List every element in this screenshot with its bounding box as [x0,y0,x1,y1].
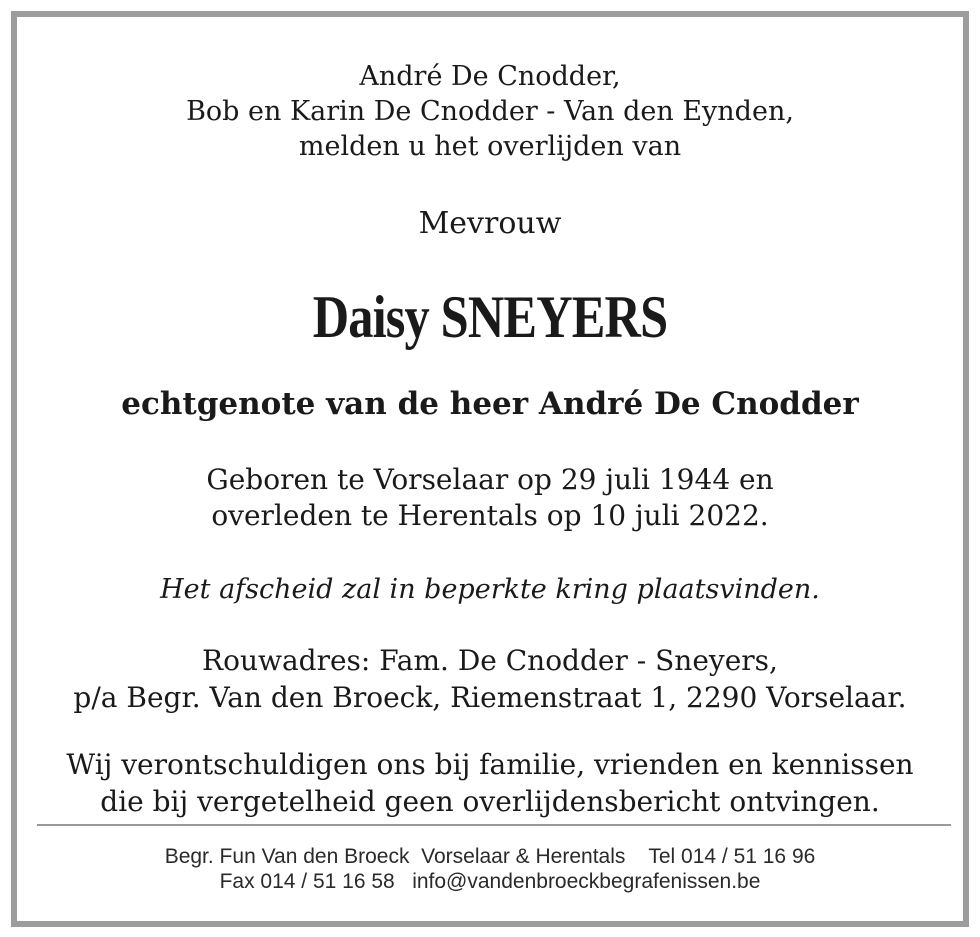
obituary-frame [11,11,969,927]
spouse-line: echtgenote van de heer André De Cnodder [121,386,859,422]
intro-line-3: melden u het overlijden van [298,131,682,162]
honorific-title: Mevrouw [418,206,562,241]
announcement-intro [17,59,963,164]
farewell-notice: Het afscheid zal in beperkte kring plaatsvinden. [160,574,820,605]
address-line-2: p/a Begr. Van den Broeck, Riemenstraat 1, 2290 Vorselaar. [73,681,907,714]
apology-line-1: Wij verontschuldigen ons bij familie, vrienden en kennissen [66,748,914,781]
intro-line-2: Bob en Karin De Cnodder - Van den Eynden, [186,96,794,127]
address-line-1: Rouwadres: Fam. De Cnodder - Sneyers, [202,644,778,677]
footer-divider [37,824,951,826]
apology-note [17,746,963,820]
intro-line-1: André De Cnodder, [359,61,621,92]
apology-line-2: die bij vergetelheid geen overlijdensbericht ontvingen. [100,785,880,818]
deceased-name: Daisy SNEYERS [312,284,668,350]
funeral-home-footer [17,844,963,894]
dates-line-1: Geboren te Vorselaar op 29 juli 1944 en [206,463,774,496]
mourning-address [17,642,963,716]
birth-death-dates [17,462,963,534]
dates-line-2: overleden te Herentals op 10 juli 2022. [211,499,769,532]
footer-line-1: Begr. Fun Van den Broeck Vorselaar & Herentals Tel 014 / 51 16 96 [164,845,816,868]
footer-line-2: Fax 014 / 51 16 58 info@vandenbroeckbegrafenissen.be [219,870,761,893]
